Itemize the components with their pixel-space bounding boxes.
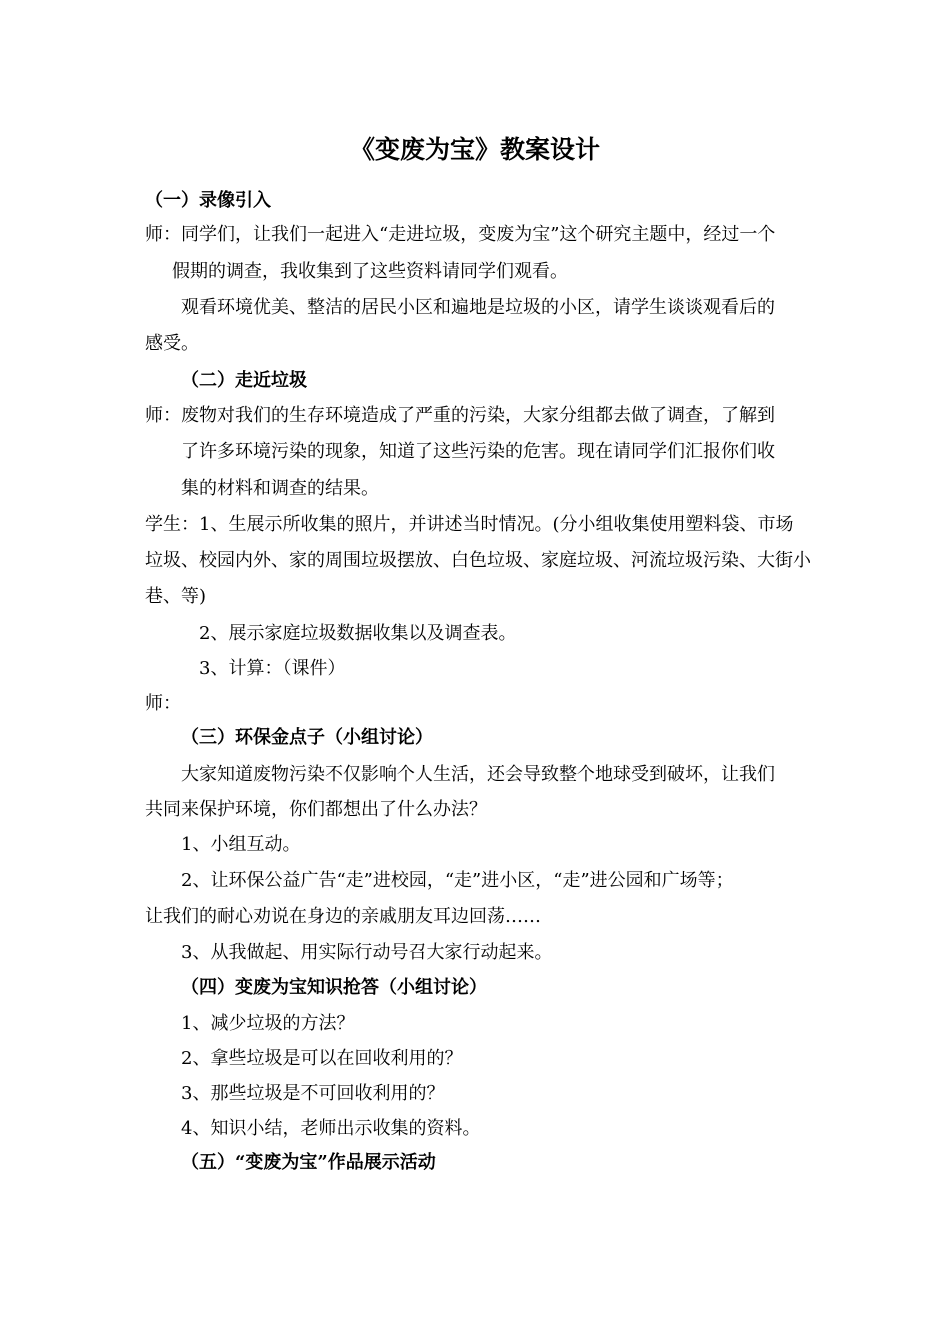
paragraph-line: 了许多环境污染的现象，知道了这些污染的危害。现在请同学们汇报你们收: [181, 441, 775, 462]
paragraph-line: 垃圾、校园内外、家的周围垃圾摆放、白色垃圾、家庭垃圾、河流垃圾污染、大街小: [145, 550, 811, 571]
paragraph-line: 师：同学们，让我们一起进入“走进垃圾，变废为宝”这个研究主题中，经过一个: [145, 224, 776, 245]
paragraph-line: 2、让环保公益广告“走”进校园，“走”进小区，“走”进公园和广场等；: [181, 870, 734, 891]
paragraph-line: 3、从我做起、用实际行动号召大家行动起来。: [181, 942, 553, 963]
paragraph-line: 师：: [145, 693, 181, 714]
section-5-heading: （五）“变废为宝”作品展示活动: [181, 1152, 436, 1173]
paragraph-line: 集的材料和调查的结果。: [181, 478, 379, 499]
paragraph-line: 2、拿些垃圾是可以在回收利用的？: [181, 1048, 463, 1069]
document-title: 《变废为宝》教案设计: [349, 135, 600, 164]
paragraph-line: 3、那些垃圾是不可回收利用的？: [181, 1083, 445, 1104]
section-4-heading: （四）变废为宝知识抢答（小组讨论）: [181, 977, 487, 998]
paragraph-line: 学生：1、生展示所收集的照片，并讲述当时情况。(分小组收集使用塑料袋、市场: [145, 514, 794, 535]
paragraph-line: 让我们的耐心劝说在身边的亲戚朋友耳边回荡……: [145, 906, 541, 927]
paragraph-line: 4、知识小结，老师出示收集的资料。: [181, 1118, 481, 1139]
section-1-heading: （一）录像引入: [145, 190, 271, 211]
paragraph-line: 共同来保护环境，你们都想出了什么办法？: [145, 799, 487, 820]
paragraph-line: 1、减少垃圾的方法？: [181, 1013, 355, 1034]
paragraph-line: 巷、等): [145, 586, 207, 607]
paragraph-line: 师：废物对我们的生存环境造成了严重的污染，大家分组都去做了调查，了解到: [145, 405, 775, 426]
paragraph-line: 2、展示家庭垃圾数据收集以及调查表。: [199, 623, 517, 644]
paragraph-line: 1、小组互动。: [181, 834, 301, 855]
paragraph-line: 假期的调查，我收集到了这些资料请同学们观看。: [172, 261, 568, 282]
section-2-heading: （二）走近垃圾: [181, 370, 307, 391]
paragraph-line: 观看环境优美、整洁的居民小区和遍地是垃圾的小区，请学生谈谈观看后的: [181, 297, 775, 318]
paragraph-line: 感受。: [145, 333, 199, 354]
paragraph-line: 大家知道废物污染不仅影响个人生活，还会导致整个地球受到破坏，让我们: [181, 764, 775, 785]
section-3-heading: （三）环保金点子（小组讨论）: [181, 727, 433, 748]
paragraph-line: 3、计算：（课件）: [199, 658, 346, 679]
